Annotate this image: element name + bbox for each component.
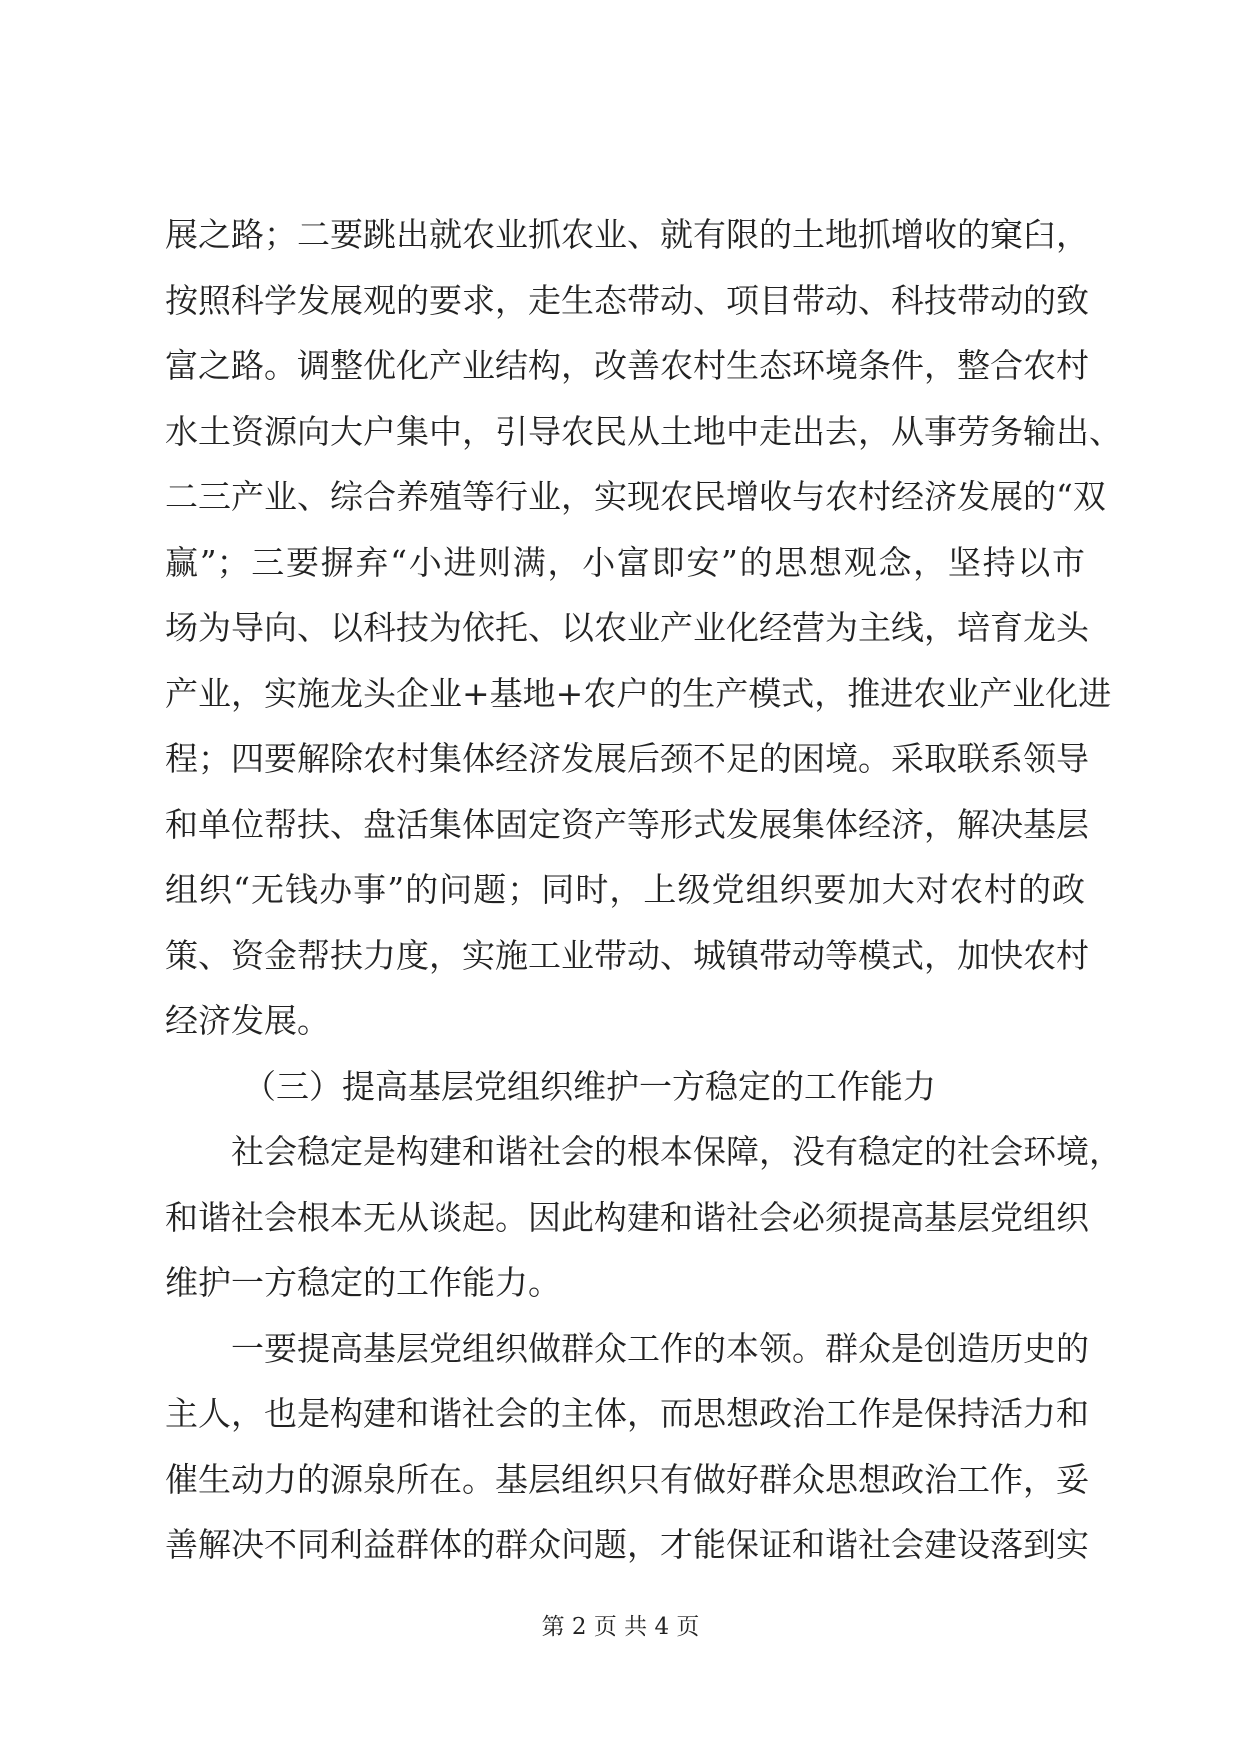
page-footer: 第 2 页 共 4 页: [541, 1614, 700, 1640]
text-line: 催生动力的源泉所在。基层组织只有做好群众思想政治工作，妥: [165, 1459, 1089, 1499]
text-line: 策、资金帮扶力度，实施工业带动、城镇带动等模式，加快农村: [165, 935, 1089, 975]
text-line: 展之路；二要跳出就农业抓农业、就有限的土地抓增收的窠臼，: [165, 215, 1089, 254]
text-line: 水土资源向大户集中，引导农民从土地中走出去，从事劳务输出、: [165, 411, 1122, 451]
text-line: 一要提高基层党组织做群众工作的本领。群众是创造历史的: [231, 1328, 1089, 1368]
text-line: 按照科学发展观的要求，走生态带动、项目带动、科技带动的致: [165, 280, 1089, 320]
text-line: 场为导向、以科技为依托、以农业产业化经营为主线，培育龙头: [165, 608, 1089, 647]
text-line: 主人，也是构建和谐社会的主体，而思想政治工作是保持活力和: [165, 1394, 1089, 1433]
text-line: 富之路。调整优化产业结构，改善农村生态环境条件，整合农村: [165, 346, 1089, 385]
text-line: 产业，实施龙头企业+基地+农户的生产模式，推进农业产业化进: [165, 673, 1112, 713]
text-line: 赢”；三要摒弃“小进则满，小富即安”的思想观念，坚持以市: [165, 542, 1085, 582]
text-line: 维护一方稳定的工作能力。: [165, 1263, 561, 1302]
text-line: 社会稳定是构建和谐社会的根本保障，没有稳定的社会环境，: [231, 1132, 1122, 1171]
text-line: 组织“无钱办事”的问题；同时，上级党组织要加大对农村的政: [165, 870, 1085, 909]
text-line: 和单位帮扶、盘活集体固定资产等形式发展集体经济，解决基层: [165, 804, 1089, 844]
text-line: 经济发展。: [165, 1001, 330, 1040]
text-line: 程；四要解除农村集体经济发展后颈不足的困境。采取联系领导: [165, 739, 1089, 778]
text-line: 和谐社会根本无从谈起。因此构建和谐社会必须提高基层党组织: [165, 1197, 1089, 1237]
section-heading: （三）提高基层党组织维护一方稳定的工作能力: [243, 1066, 936, 1106]
text-line: 善解决不同利益群体的群众问题，才能保证和谐社会建设落到实: [165, 1525, 1089, 1564]
body-text: [165, 202, 1122, 1578]
text-line: 二三产业、综合养殖等行业，实现农民增收与农村经济发展的“双: [165, 477, 1106, 516]
